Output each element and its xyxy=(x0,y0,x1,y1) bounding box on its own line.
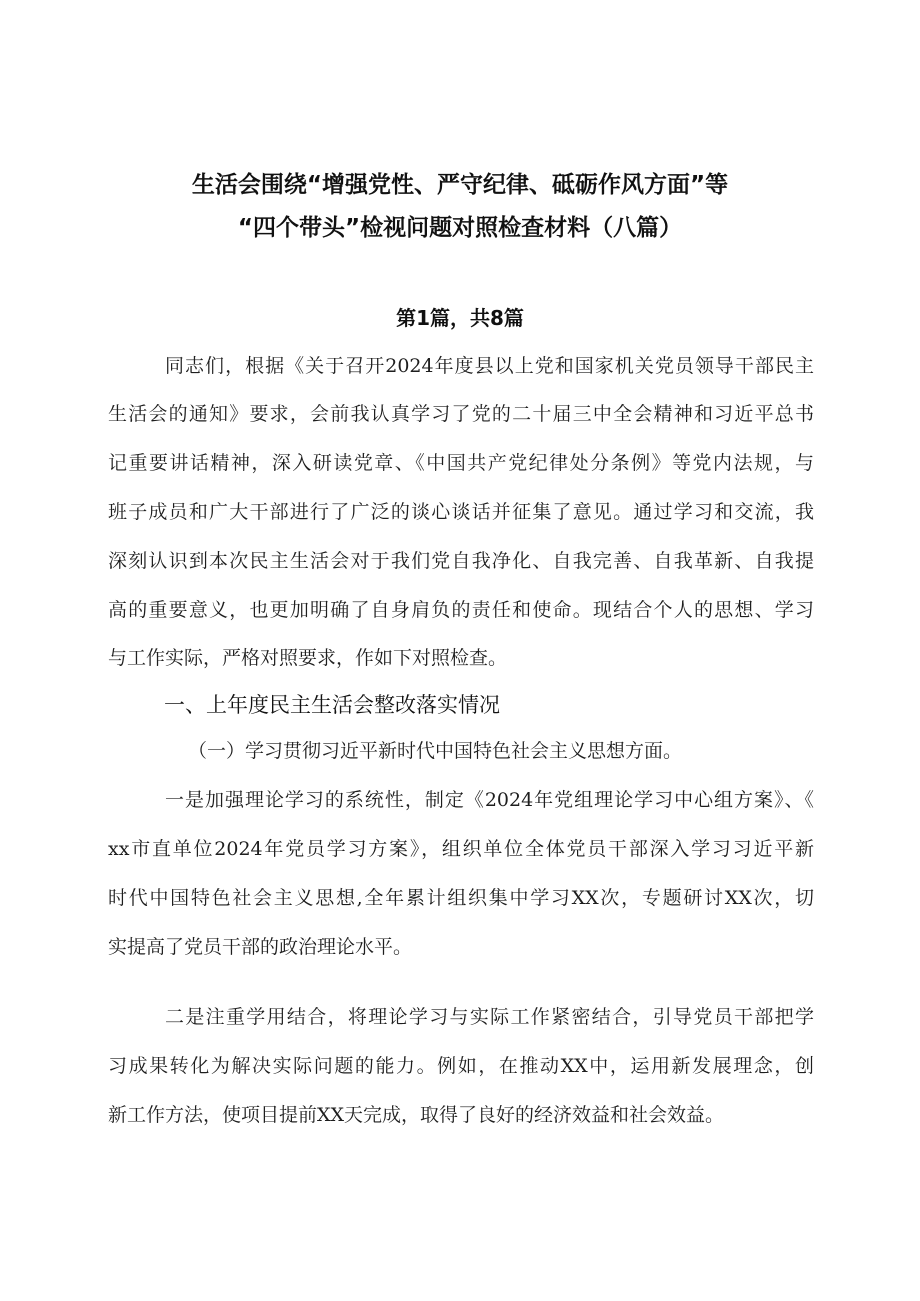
paragraph-line: 实提高了党员干部的政治理论水平。 xyxy=(108,936,413,958)
document-title-line-2: “四个带头”检视问题对照检查材料（八篇） xyxy=(237,215,683,241)
intro-line: 班子成员和广大干部进行了广泛的谈心谈话并征集了意见。通过学习和交流，我 xyxy=(108,501,814,523)
paragraph-line: 一是加强理论学习的系统性，制定《2024年党组理论学习中心组方案》、《 xyxy=(165,789,814,811)
subsection-heading: （一）学习贯彻习近平新时代中国特色社会主义思想方面。 xyxy=(188,740,683,762)
document-title-line-1: 生活会围绕“增强党性、严守纪律、砥砺作风方面”等 xyxy=(191,172,729,198)
intro-line: 高的重要意义，也更加明确了自身肩负的责任和使命。现结合个人的思想、学习 xyxy=(108,599,814,621)
intro-line: 生活会的通知》要求，会前我认真学习了党的二十届三中全会精神和习近平总书 xyxy=(108,403,814,425)
article-counter: 第1篇，共8篇 xyxy=(396,306,524,330)
intro-line: 与工作实际，严格对照要求，作如下对照检查。 xyxy=(108,647,508,669)
intro-line: 同志们，根据《关于召开2024年度县以上党和国家机关党员领导干部民主 xyxy=(165,355,814,377)
intro-line: 深刻认识到本次民主生活会对于我们党自我净化、自我完善、自我革新、自我提 xyxy=(108,550,814,572)
paragraph-line: xx市直单位2024年党员学习方案》，组织单位全体党员干部深入学习习近平新 xyxy=(108,838,814,860)
paragraph-line: 习成果转化为解决实际问题的能力。例如，在推动XX中，运用新发展理念，创 xyxy=(108,1055,814,1077)
paragraph-line: 二是注重学用结合，将理论学习与实际工作紧密结合，引导党员干部把学 xyxy=(165,1006,814,1028)
paragraph-line: 时代中国特色社会主义思想,全年累计组织集中学习XX次，专题研讨XX次，切 xyxy=(108,887,814,909)
intro-line: 记重要讲话精神，深入研读党章、《中国共产党纪律处分条例》等党内法规，与 xyxy=(108,452,814,474)
paragraph-line: 新工作方法，使项目提前XX天完成，取得了良好的经济效益和社会效益。 xyxy=(108,1104,725,1126)
section-heading: 一、上年度民主生活会整改落实情况 xyxy=(164,693,500,717)
